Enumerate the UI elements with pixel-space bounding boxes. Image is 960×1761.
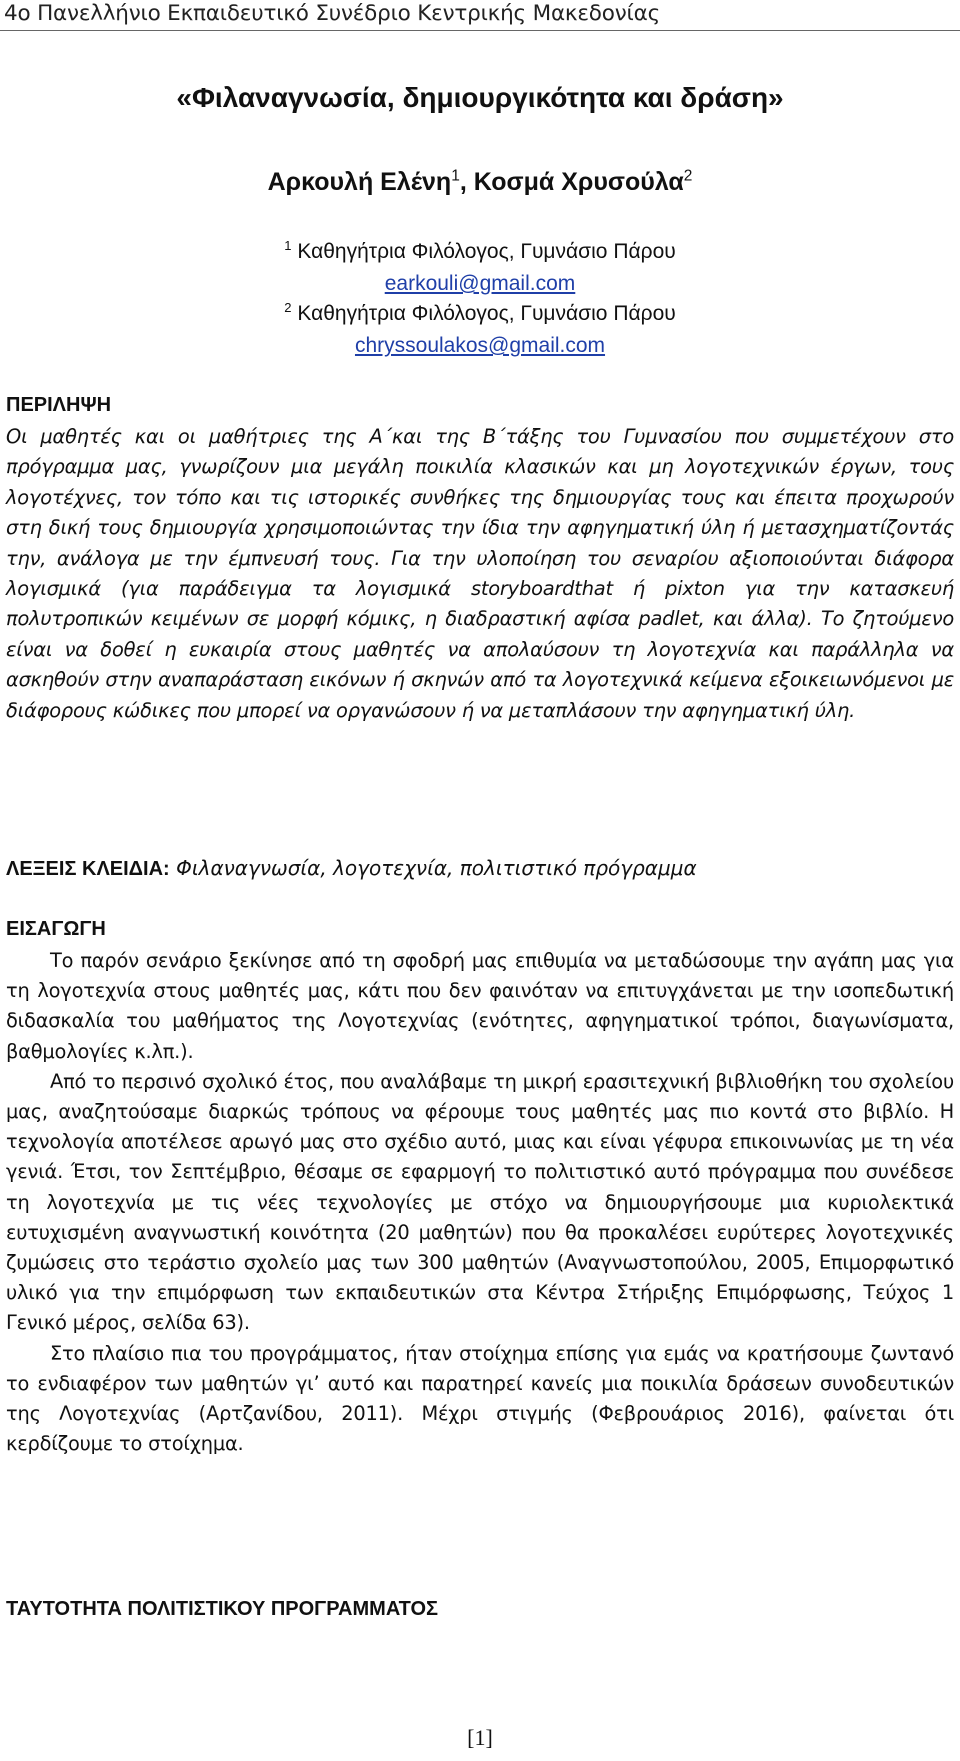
author-list [6, 168, 954, 197]
author-name: Αρκουλή Ελένη [267, 168, 452, 196]
paragraph: Το παρόν σενάριο ξεκίνησε από τη σφοδρή μας επιθυμία να μεταδώσουμε την αγάπη μας για τη λογοτεχνία στους μαθητές μας, κάτι που δεν φαινόταν να επιτυγχάνεται με την ισοπεδωτική διδασκαλία του μαθήματος της Λογοτεχνίας (ενότητες, αφηγηματικοί τρόποι, διαγωνίσματα, βαθμολογίες κ.λπ.). [6, 949, 954, 1063]
affiliation [6, 240, 954, 264]
author-sup: 2 [683, 167, 693, 185]
email-link[interactable]: earkouli@gmail.com [384, 272, 576, 295]
affiliation-email [6, 272, 954, 296]
affiliation-email [6, 334, 954, 358]
section-heading: ΤΑΥΤΟΤΗΤΑ ΠΟΛΙΤΙΣΤΙΚΟΥ ΠΡΟΓΡΑΜΜΑΤΟΣ [6, 1598, 439, 1620]
paragraph: Στο πλαίσιο πια του προγράμματος, ήταν στοίχημα επίσης για εμάς να κρατήσουμε ζωντανό το ενδιαφέρον των μαθητών γι’ αυτό και παρατηρεί κανείς μια ποικιλία δράσεων συνοδευτικών της Λογοτεχνίας (Αρτζανίδου, 2011). Μέχρι στιγμής (Φεβρουάριος 2016), φαίνεται ότι κερδίζουμε το στοίχημα. [6, 1341, 954, 1456]
author-separator: , [459, 168, 474, 196]
affiliation-text: Καθηγήτρια Φιλόλογος, Γυμνάσιο Πάρου [297, 240, 676, 263]
author-sup: 1 [451, 167, 460, 185]
keywords [6, 856, 697, 881]
affiliation-sup: 1 [284, 238, 292, 253]
author-name: Κοσμά Χρυσούλα [473, 168, 684, 196]
conference-name: 4ο Πανελλήνιο Εκπαιδευτικό Συνέδριο Κεντρικής Μακεδονίας [4, 1, 660, 26]
paper-title: «Φιλαναγνωσία, δημιουργικότητα και δράση» [176, 82, 784, 113]
abstract-heading: ΠΕΡΙΛΗΨΗ [6, 394, 112, 416]
abstract-text: Οι μαθητές και οι μαθήτριες της Α΄και της Β΄τάξης του Γυμνασίου που συμμετέχουν στο πρόγραμμα μας, γνωρίζουν μια μεγάλη ποικιλία κλασικών και μη λογοτεχνικών έργων, τους λογοτέχνες, τον τόπο και τις ιστορικές συνθήκες της δημιουργίας τους και έπειτα προχωρούν στη δική τους δημιουργία χρησιμοποιώντας την ίδια την αφηγηματική ύλη ή μετασχηματίζοντάς την, ανάλογα με την έμπνευσή τους. Για την υλοποίηση του σεναρίου αξιοποιούνται διάφορα λογισμικά (για παράδειγμα τα λογισμικά storyboardthat ή pixton για την κατασκευή πολυτροπικών κειμένων σε μορφή κόμικς, η διαδραστική αφίσα padlet, και άλλα). Το ζητούμενο είναι να δοθεί η ευκαιρία στους μαθητές να απολαύσουν τη λογοτεχνία και παράλληλα να ασκηθούν στην αναπαράσταση εικόνων ή σκηνών από τα λογοτεχνικά κείμενα εξοικειωνόμενοι με διάφορους κώδικες που μπορεί να οργανώσουν ή να μεταπλάσουν την αφηγηματική ύλη. [6, 425, 954, 722]
introduction-body [6, 946, 954, 1459]
email-link[interactable]: chryssoulakos@gmail.com [354, 334, 606, 357]
paragraph: Από το περσινό σχολικό έτος, που αναλάβαμε τη μικρή ερασιτεχνική βιβλιοθήκη του σχολείου μας, αναζητούσαμε διαρκώς τρόπους να φέρουμε τους μαθητές μας πιο κοντά στο βιβλίο. Η τεχνολογία αποτέλεσε αρωγό μας στο σχέδιο αυτό, μιας και είναι γέφυρα επικοινωνίας με τη νέα γενιά. Έτσι, τον Σεπτέμβριο, θέσαμε σε εφαρμογή το πολιτιστικό αυτό πρόγραμμα που συνέδεσε τη λογοτεχνία με τις νέες τεχνολογίες με στόχο να δημιουργήσουμε μια κυριολεκτικά ευτυχισμένη αναγνωστική κοινότητα (20 μαθητών) που θα προκαλέσει ευρύτερες λογοτεχνικές ζυμώσεις στο τεράστιο σχολείο μας των 300 μαθητών (Αναγνωστοπούλου, 2005, Επιμορφωτικό υλικό για την επιμόρφωση των εκπαιδευτικών στα Κέντρα Στήριξης Επιμόρφωσης, Τεύχος 1 Γενικό μέρος, σελίδα 63). [6, 1069, 954, 1335]
keywords-value: Φιλαναγνωσία, λογοτεχνία, πολιτιστικό πρόγραμμα [176, 856, 697, 880]
keywords-label: ΛΕΞΕΙΣ ΚΛΕΙΔΙΑ: [6, 858, 170, 880]
affiliation-text: Καθηγήτρια Φιλόλογος, Γυμνάσιο Πάρου [297, 302, 676, 325]
affiliation-sup: 2 [284, 300, 292, 315]
running-header [0, 0, 960, 31]
introduction-heading: ΕΙΣΑΓΩΓΗ [6, 918, 106, 940]
page-number: [1] [467, 1725, 493, 1750]
affiliation [6, 302, 954, 326]
